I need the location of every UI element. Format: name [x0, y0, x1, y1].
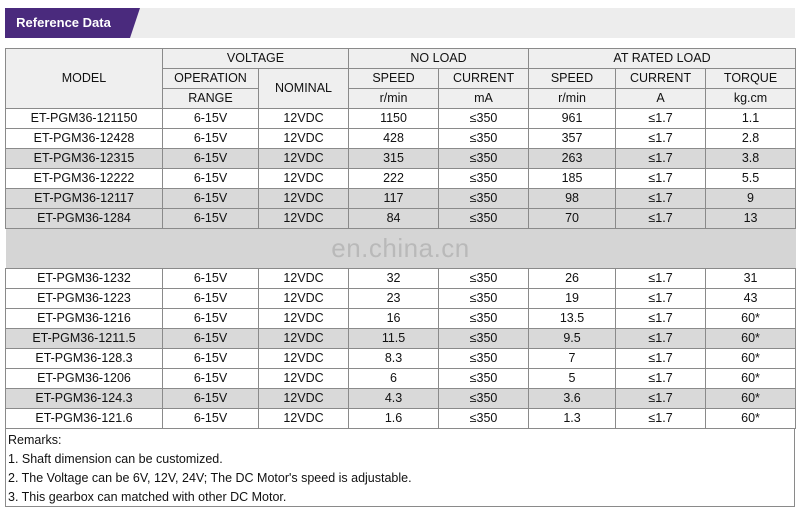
cell-nominal: 12VDC [259, 269, 349, 289]
cell-torque: 9 [706, 189, 796, 209]
reference-data-table-wrapper [5, 48, 795, 429]
cell-nominal: 12VDC [259, 149, 349, 169]
table-row [6, 389, 796, 409]
cell-range: 6-15V [163, 149, 259, 169]
reference-data-table [5, 48, 796, 429]
cell-model: ET-PGM36-1206 [6, 369, 163, 389]
table-row [6, 149, 796, 169]
table-row [6, 109, 796, 129]
remark-item: 1. Shaft dimension can be customized. [8, 452, 223, 466]
cell-nl-speed: 4.3 [349, 389, 439, 409]
cell-rl-speed: 357 [529, 129, 616, 149]
header-row-1 [6, 49, 796, 69]
cell-rl-current: ≤1.7 [616, 169, 706, 189]
cell-nl-speed: 32 [349, 269, 439, 289]
watermark-text: en.china.cn [6, 229, 796, 269]
cell-torque: 60* [706, 309, 796, 329]
table-row [6, 209, 796, 229]
cell-range: 6-15V [163, 369, 259, 389]
cell-nl-speed: 11.5 [349, 329, 439, 349]
cell-range: 6-15V [163, 389, 259, 409]
cell-rl-speed: 185 [529, 169, 616, 189]
cell-nominal: 12VDC [259, 349, 349, 369]
cell-rl-current: ≤1.7 [616, 409, 706, 429]
cell-model: ET-PGM36-121150 [6, 109, 163, 129]
remarks-box [5, 428, 795, 507]
cell-nl-speed: 1.6 [349, 409, 439, 429]
cell-range: 6-15V [163, 169, 259, 189]
cell-rl-current: ≤1.7 [616, 209, 706, 229]
rl-current-unit: A [616, 89, 706, 109]
cell-rl-current: ≤1.7 [616, 309, 706, 329]
cell-range: 6-15V [163, 189, 259, 209]
cell-nominal: 12VDC [259, 409, 349, 429]
cell-range: 6-15V [163, 109, 259, 129]
table-row [6, 369, 796, 389]
nl-speed-unit: r/min [349, 89, 439, 109]
cell-model: ET-PGM36-12117 [6, 189, 163, 209]
cell-model: ET-PGM36-12428 [6, 129, 163, 149]
cell-rl-current: ≤1.7 [616, 329, 706, 349]
cell-model: ET-PGM36-1223 [6, 289, 163, 309]
cell-nl-speed: 315 [349, 149, 439, 169]
cell-rl-speed: 5 [529, 369, 616, 389]
cell-model: ET-PGM36-12222 [6, 169, 163, 189]
cell-rl-current: ≤1.7 [616, 149, 706, 169]
cell-nominal: 12VDC [259, 169, 349, 189]
cell-torque: 31 [706, 269, 796, 289]
cell-torque: 60* [706, 329, 796, 349]
cell-rl-speed: 263 [529, 149, 616, 169]
cell-model: ET-PGM36-1216 [6, 309, 163, 329]
cell-range: 6-15V [163, 209, 259, 229]
cell-nl-speed: 23 [349, 289, 439, 309]
cell-range: 6-15V [163, 269, 259, 289]
cell-nominal: 12VDC [259, 109, 349, 129]
cell-model: ET-PGM36-1232 [6, 269, 163, 289]
cell-nl-current: ≤350 [439, 189, 529, 209]
section-title: Reference Data [5, 8, 130, 38]
cell-model: ET-PGM36-12315 [6, 149, 163, 169]
operation-header: OPERATION [163, 69, 259, 89]
cell-rl-current: ≤1.7 [616, 349, 706, 369]
watermark-band [6, 229, 796, 269]
no-load-header: NO LOAD [349, 49, 529, 69]
cell-torque: 60* [706, 389, 796, 409]
cell-model: ET-PGM36-124.3 [6, 389, 163, 409]
cell-rl-current: ≤1.7 [616, 109, 706, 129]
cell-nominal: 12VDC [259, 129, 349, 149]
cell-rl-current: ≤1.7 [616, 369, 706, 389]
cell-range: 6-15V [163, 409, 259, 429]
cell-nl-current: ≤350 [439, 289, 529, 309]
cell-nl-speed: 16 [349, 309, 439, 329]
cell-rl-speed: 70 [529, 209, 616, 229]
range-header: RANGE [163, 89, 259, 109]
cell-nl-current: ≤350 [439, 349, 529, 369]
cell-torque: 13 [706, 209, 796, 229]
nl-current-unit: mA [439, 89, 529, 109]
table-row [6, 169, 796, 189]
table-body [6, 109, 796, 429]
cell-model: ET-PGM36-128.3 [6, 349, 163, 369]
cell-rl-current: ≤1.7 [616, 289, 706, 309]
cell-torque: 1.1 [706, 109, 796, 129]
cell-range: 6-15V [163, 289, 259, 309]
cell-nl-current: ≤350 [439, 209, 529, 229]
cell-nl-current: ≤350 [439, 329, 529, 349]
rated-load-header: AT RATED LOAD [529, 49, 796, 69]
cell-nl-current: ≤350 [439, 389, 529, 409]
remark-item: 2. The Voltage can be 6V, 12V, 24V; The DC Motor's speed is adjustable. [8, 471, 412, 485]
cell-rl-current: ≤1.7 [616, 269, 706, 289]
cell-nl-current: ≤350 [439, 149, 529, 169]
cell-torque: 60* [706, 369, 796, 389]
cell-nominal: 12VDC [259, 289, 349, 309]
rl-current-header: CURRENT [616, 69, 706, 89]
remarks-title: Remarks: [8, 433, 62, 447]
table-row [6, 309, 796, 329]
cell-torque: 60* [706, 409, 796, 429]
voltage-header: VOLTAGE [163, 49, 349, 69]
model-header: MODEL [6, 49, 163, 109]
cell-nominal: 12VDC [259, 329, 349, 349]
cell-nl-speed: 1150 [349, 109, 439, 129]
cell-nl-current: ≤350 [439, 169, 529, 189]
cell-rl-speed: 3.6 [529, 389, 616, 409]
rl-speed-header: SPEED [529, 69, 616, 89]
cell-nl-speed: 6 [349, 369, 439, 389]
cell-nominal: 12VDC [259, 389, 349, 409]
cell-rl-speed: 7 [529, 349, 616, 369]
cell-model: ET-PGM36-121.6 [6, 409, 163, 429]
cell-nl-speed: 8.3 [349, 349, 439, 369]
cell-rl-speed: 19 [529, 289, 616, 309]
table-row [6, 189, 796, 209]
cell-nl-speed: 117 [349, 189, 439, 209]
cell-model: ET-PGM36-1284 [6, 209, 163, 229]
cell-nl-current: ≤350 [439, 409, 529, 429]
remark-item: 3. This gearbox can matched with other DC Motor. [8, 490, 287, 504]
cell-rl-current: ≤1.7 [616, 129, 706, 149]
nl-current-header: CURRENT [439, 69, 529, 89]
cell-torque: 2.8 [706, 129, 796, 149]
torque-header: TORQUE [706, 69, 796, 89]
cell-nl-current: ≤350 [439, 369, 529, 389]
table-row [6, 289, 796, 309]
cell-rl-speed: 1.3 [529, 409, 616, 429]
table-row [6, 409, 796, 429]
table-row [6, 349, 796, 369]
cell-nominal: 12VDC [259, 209, 349, 229]
cell-nl-current: ≤350 [439, 269, 529, 289]
cell-range: 6-15V [163, 129, 259, 149]
cell-torque: 43 [706, 289, 796, 309]
cell-nl-speed: 428 [349, 129, 439, 149]
cell-torque: 5.5 [706, 169, 796, 189]
cell-nominal: 12VDC [259, 369, 349, 389]
cell-model: ET-PGM36-1211.5 [6, 329, 163, 349]
nominal-header: NOMINAL [259, 69, 349, 109]
rl-speed-unit: r/min [529, 89, 616, 109]
cell-rl-speed: 9.5 [529, 329, 616, 349]
cell-nl-current: ≤350 [439, 129, 529, 149]
cell-rl-speed: 98 [529, 189, 616, 209]
cell-rl-speed: 13.5 [529, 309, 616, 329]
cell-range: 6-15V [163, 309, 259, 329]
cell-rl-speed: 26 [529, 269, 616, 289]
cell-rl-speed: 961 [529, 109, 616, 129]
table-row [6, 129, 796, 149]
table-row [6, 329, 796, 349]
cell-nl-current: ≤350 [439, 109, 529, 129]
cell-nominal: 12VDC [259, 189, 349, 209]
torque-unit: kg.cm [706, 89, 796, 109]
cell-range: 6-15V [163, 329, 259, 349]
cell-nl-current: ≤350 [439, 309, 529, 329]
cell-nl-speed: 84 [349, 209, 439, 229]
cell-nominal: 12VDC [259, 309, 349, 329]
cell-nl-speed: 222 [349, 169, 439, 189]
nl-speed-header: SPEED [349, 69, 439, 89]
cell-torque: 60* [706, 349, 796, 369]
cell-range: 6-15V [163, 349, 259, 369]
cell-rl-current: ≤1.7 [616, 389, 706, 409]
cell-rl-current: ≤1.7 [616, 189, 706, 209]
cell-torque: 3.8 [706, 149, 796, 169]
table-row [6, 269, 796, 289]
